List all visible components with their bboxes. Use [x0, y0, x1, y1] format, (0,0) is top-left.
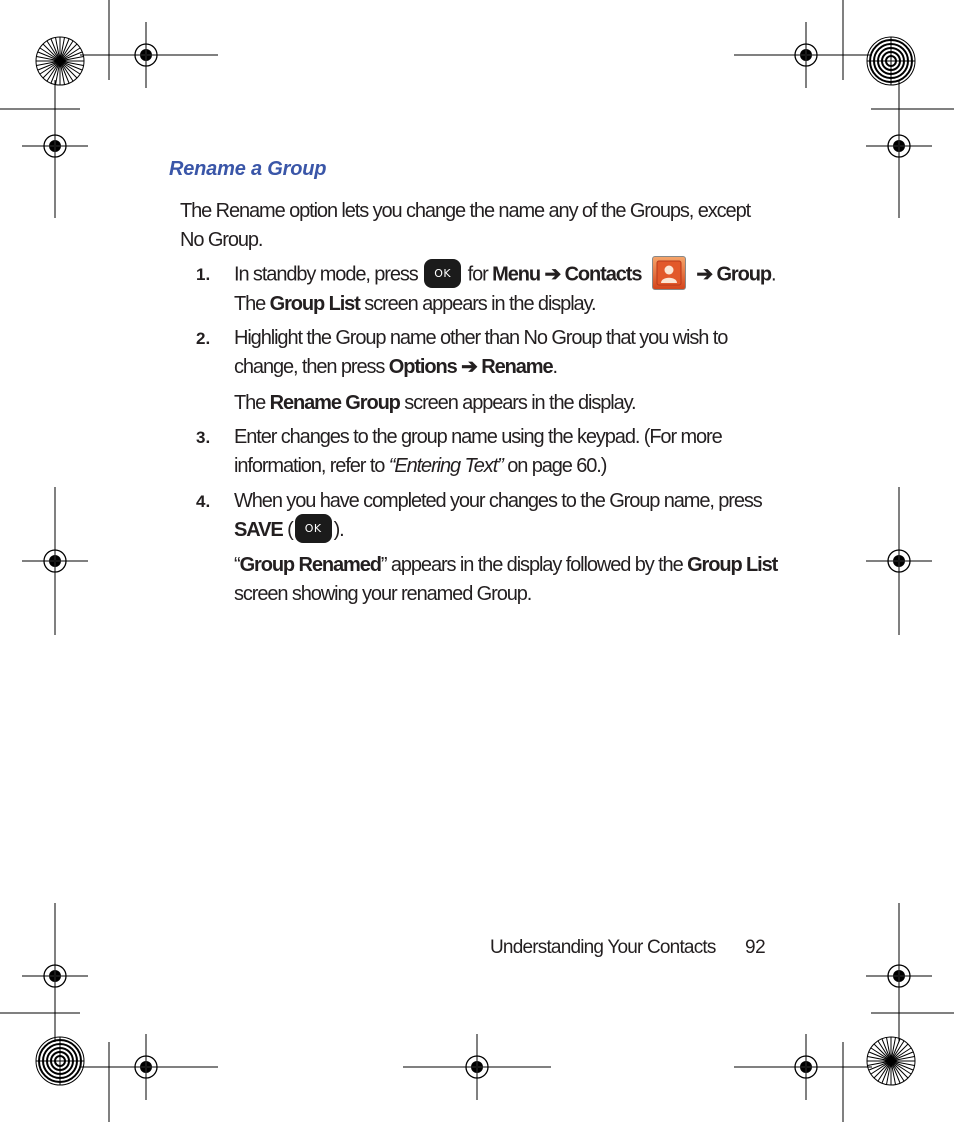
- page-number: 92: [745, 937, 766, 958]
- group-list-label: Group List: [687, 554, 778, 576]
- ok-key-icon: OK: [295, 514, 332, 543]
- contacts-person-icon: [652, 256, 686, 290]
- step-1-text: In standby mode, press OK for Menu ➔ Contacts ➔ Group. The Group List screen appears in the display.: [234, 260, 779, 319]
- save-label: SAVE: [234, 519, 283, 541]
- registration-rings-icon: [867, 37, 915, 85]
- step-number: 2.: [196, 329, 211, 348]
- arrow-icon: ➔: [696, 263, 712, 286]
- ok-key-icon: OK: [424, 259, 461, 288]
- rename-group-label: Rename Group: [269, 392, 400, 414]
- step-number: 1.: [196, 265, 211, 284]
- registration-star-icon: [36, 37, 84, 85]
- step-4-result: “Group Renamed” appears in the display followed by the Group List screen showing your renamed Group.: [234, 554, 778, 605]
- step-number: 3.: [196, 428, 211, 447]
- contacts-label: Contacts: [564, 263, 642, 286]
- menu-label: Menu: [492, 263, 540, 286]
- footer-section-title: Understanding Your Contacts: [490, 937, 716, 958]
- intro-paragraph: The Rename option lets you change the name any of the Groups, except No Group.: [180, 200, 751, 251]
- step-4-text: When you have completed your changes to the Group name, press SAVE ( OK ).: [234, 487, 779, 545]
- registration-star-icon: [867, 1037, 915, 1085]
- section-heading: Rename a Group: [169, 158, 327, 180]
- options-label: Options: [388, 356, 457, 378]
- arrow-icon: ➔: [461, 356, 477, 378]
- step-2-text: Highlight the Group name other than No Group that you wish to change, then press Options ➔ Rename.: [234, 327, 728, 378]
- group-label: Group: [716, 263, 771, 286]
- step-3-text: Enter changes to the group name using the keypad. (For more information, refer to “Entering Text” on page 60.): [234, 426, 722, 477]
- step-2-result: The Rename Group screen appears in the display.: [234, 392, 636, 414]
- arrow-icon: ➔: [544, 263, 561, 286]
- registration-rings-icon: [36, 1037, 84, 1085]
- rename-label: Rename: [481, 356, 553, 378]
- entering-text-reference: “Entering Text”: [388, 455, 503, 477]
- group-list-label: Group List: [269, 293, 360, 315]
- group-renamed-label: Group Renamed: [239, 554, 381, 576]
- step-number: 4.: [196, 492, 211, 511]
